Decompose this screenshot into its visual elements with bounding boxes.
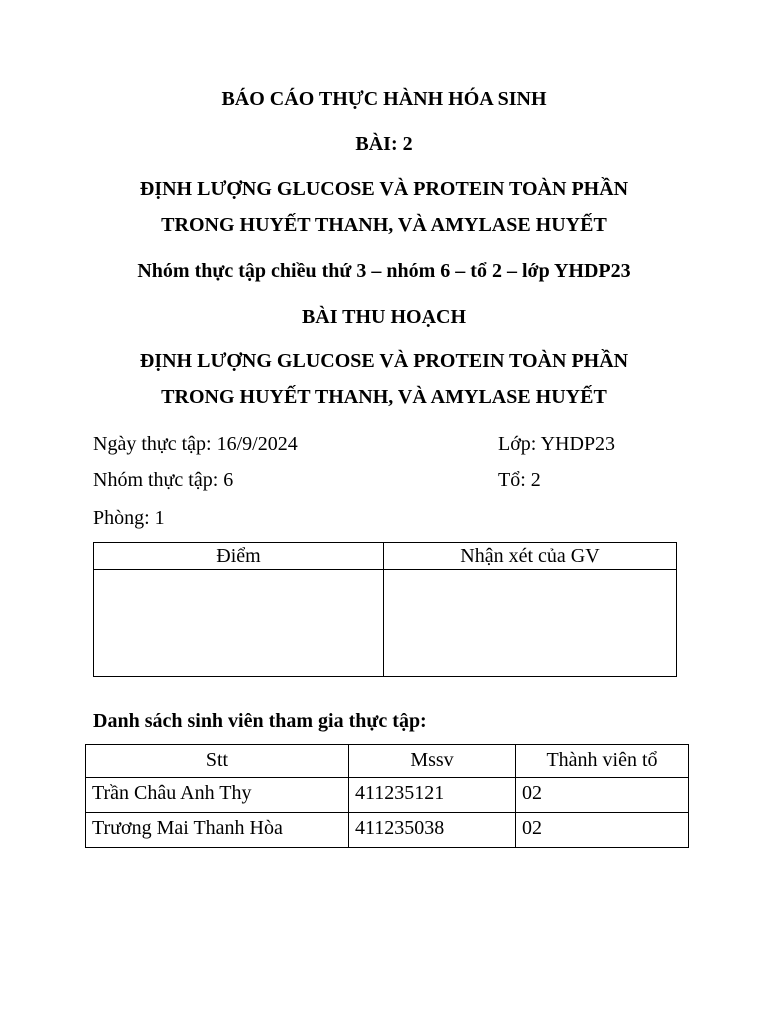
report-title: BÁO CÁO THỰC HÀNH HÓA SINH	[221, 88, 547, 110]
summary-topic-line-2: TRONG HUYẾT THANH, VÀ AMYLASE HUYẾT	[161, 386, 607, 408]
table-row	[86, 813, 689, 848]
comment-cell	[384, 570, 677, 677]
lesson-number: BÀI: 2	[355, 133, 413, 155]
student-table-header-row	[86, 745, 689, 778]
class-name: Lớp: YHDP23	[498, 433, 616, 455]
summary-topic-line-1: ĐỊNH LƯỢNG GLUCOSE VÀ PROTEIN TOÀN PHẦN	[139, 350, 629, 372]
summary-title: BÀI THU HOẠCH	[301, 306, 467, 328]
grade-table-row	[94, 570, 677, 677]
team-number: Tổ: 2	[498, 469, 541, 491]
student-team: 02	[516, 778, 689, 813]
grade-table-header-row	[94, 543, 677, 570]
topic-title-line-2: TRONG HUYẾT THANH, VÀ AMYLASE HUYẾT	[161, 214, 607, 236]
practice-group: Nhóm thực tập: 6	[93, 469, 234, 491]
student-table	[85, 744, 689, 848]
student-id: 411235038	[349, 813, 516, 848]
student-team: 02	[516, 813, 689, 848]
topic-title-line-1: ĐỊNH LƯỢNG GLUCOSE VÀ PROTEIN TOÀN PHẦN	[139, 178, 629, 200]
summary-topic	[0, 343, 768, 415]
practice-date: Ngày thực tập: 16/9/2024	[93, 433, 298, 455]
stt-header: Stt	[86, 745, 349, 778]
member-header: Thành viên tổ	[516, 745, 689, 778]
score-cell	[94, 570, 384, 677]
topic-title	[0, 171, 768, 243]
mssv-header: Mssv	[349, 745, 516, 778]
comment-header: Nhận xét của GV	[384, 543, 677, 570]
grade-table	[93, 542, 677, 677]
student-name: Trần Châu Anh Thy	[86, 778, 349, 813]
score-header: Điểm	[94, 543, 384, 570]
room-number: Phòng: 1	[93, 507, 165, 529]
student-id: 411235121	[349, 778, 516, 813]
group-info: Nhóm thực tập chiều thứ 3 – nhóm 6 – tổ 2 – lớp YHDP23	[137, 260, 631, 282]
student-list-title: Danh sách sinh viên tham gia thực tập:	[93, 710, 427, 732]
table-row	[86, 778, 689, 813]
student-name: Trương Mai Thanh Hòa	[86, 813, 349, 848]
